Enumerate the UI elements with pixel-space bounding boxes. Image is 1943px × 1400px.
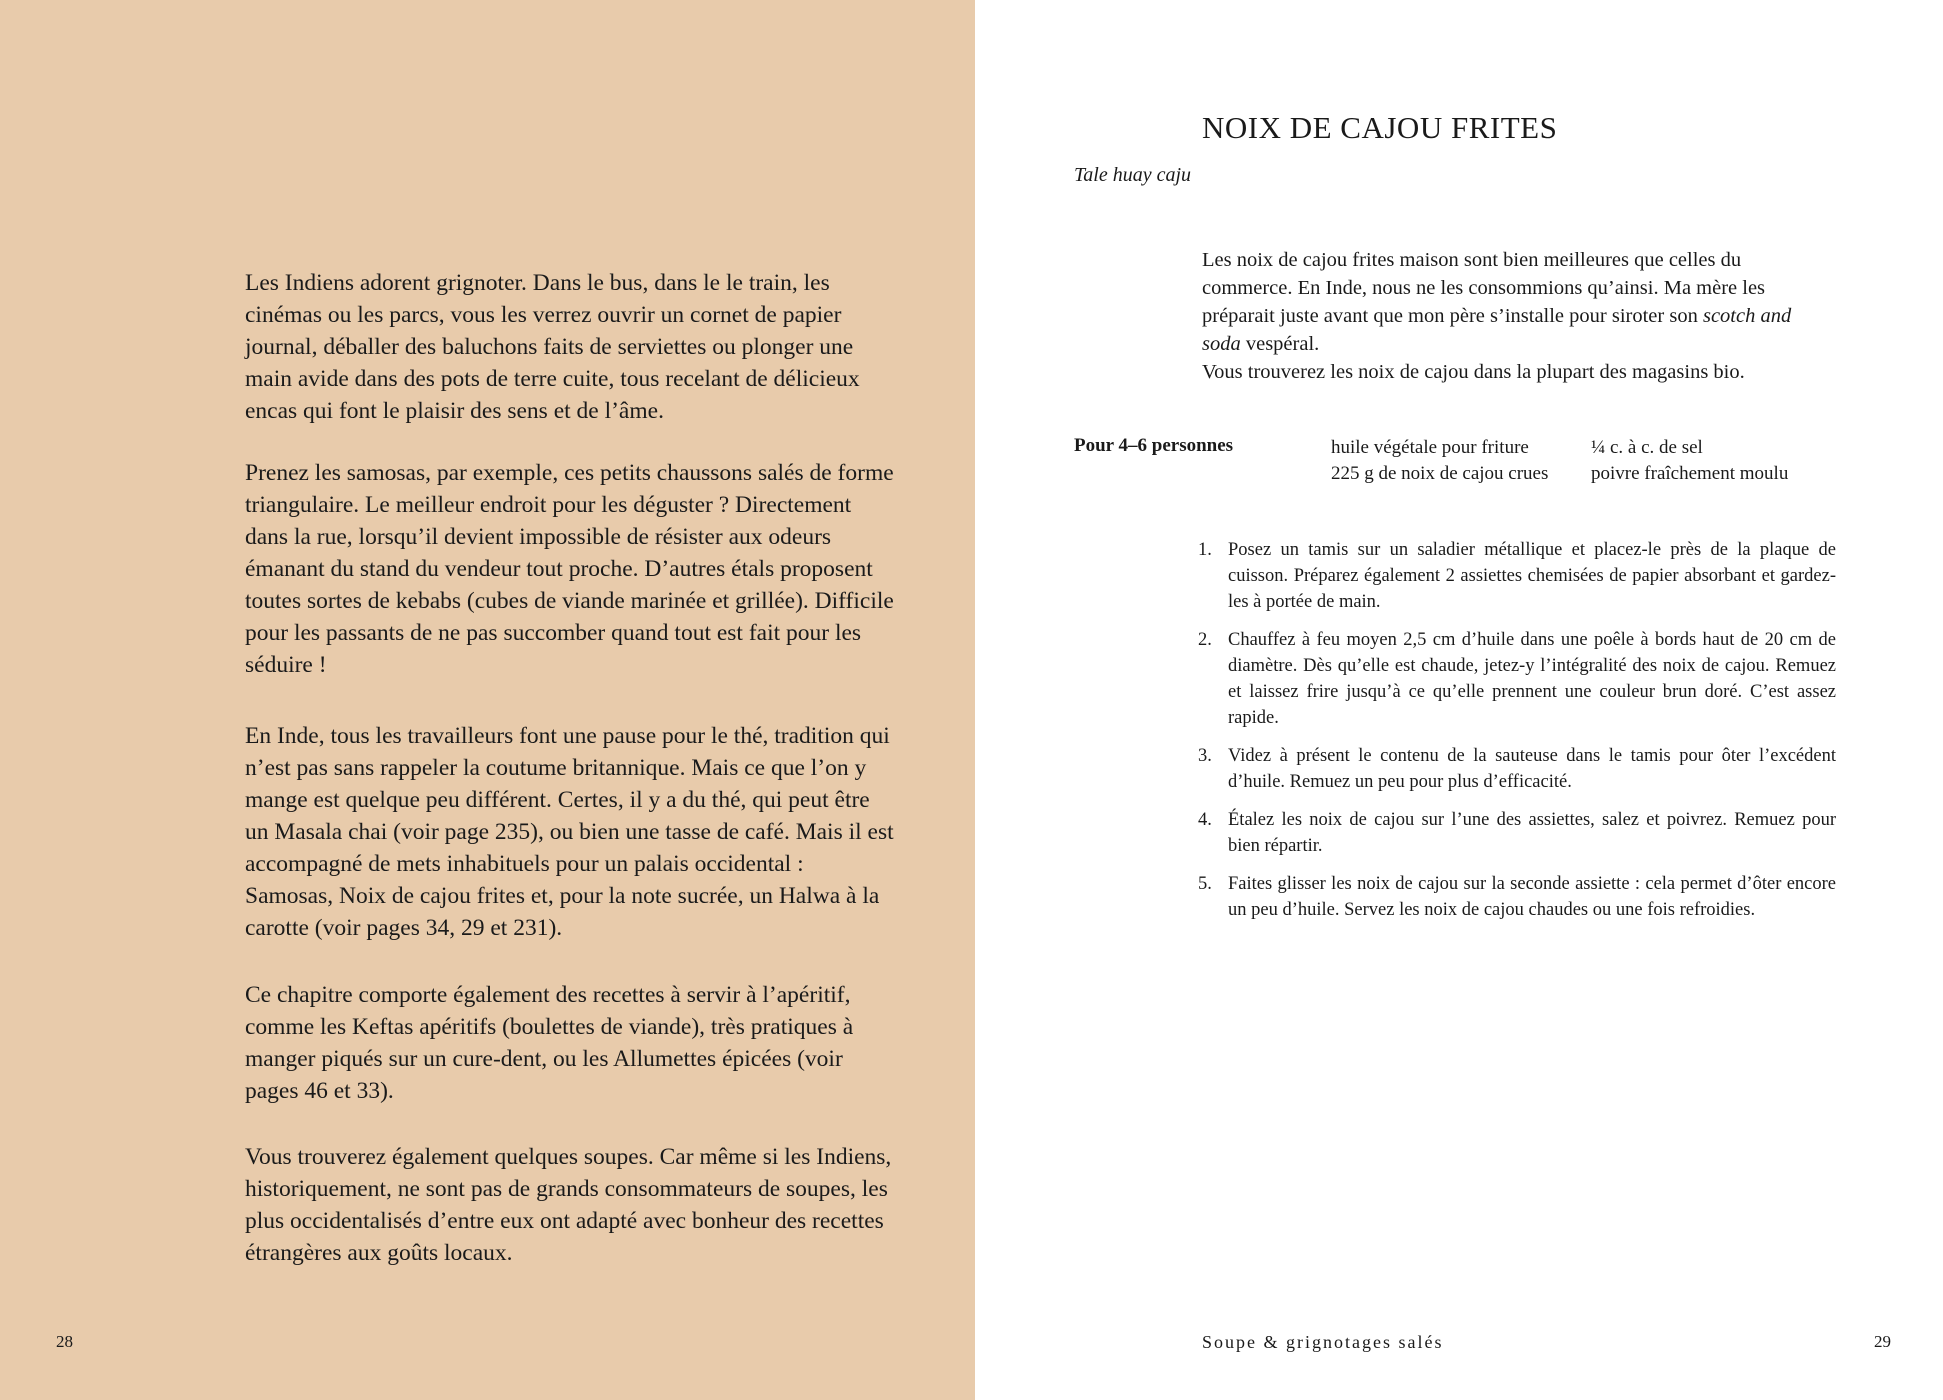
page-number-left: 28: [56, 1332, 73, 1351]
ingredients-column-2: [1591, 435, 1788, 487]
recipe-step: [1198, 627, 1836, 731]
intro-paragraph: En Inde, tous les travailleurs font une pause pour le thé, tradition qui n’est pas sans rappeler la coutume britannique. Mais ce que l’on y mange est quelque peu différent. Certes, il y a du thé, qui peut être un Masala chai (voir page 235), ou bien une tasse de café. Mais il est accompagné de mets inhabituels pour un palais occidental : Samosas, Noix de cajou frites et, pour la note sucrée, un Halwa à la carotte (voir pages 34, 29 et 231).: [245, 722, 894, 941]
recipe-step: [1198, 871, 1836, 923]
step-number: 5.: [1198, 874, 1212, 894]
ingredients-column-1: [1331, 435, 1548, 487]
recipe-subtitle: Tale huay caju: [1074, 164, 1192, 186]
recipe-title: NOIX DE CAJOU FRITES: [1202, 110, 1558, 145]
intro-paragraph: Prenez les samosas, par exemple, ces petits chaussons salés de forme triangulaire. Le meilleur endroit pour les déguster ? Directement dans la rue, lorsqu’il devient impossible de résister aux odeurs émanant du stand du vendeur tout proche. D’autres étals proposent toutes sortes de kebabs (cubes de viande marinée et grillée). Difficile pour les passants de ne pas succomber quand tout est fait pour les séduire !: [245, 459, 894, 678]
recipe-intro-note: Vous trouverez les noix de cajou dans la plupart des magasins bio.: [1202, 361, 1745, 383]
ingredient-item: 225 g de noix de cajou crues: [1331, 463, 1549, 484]
recipe-intro-text: Les noix de cajou frites maison sont bien meilleures que celles du commerce. En Inde, nous ne les consommions qu’ainsi. Ma mère les préparait juste avant que mon père s’installe pour siroter son: [1202, 249, 1766, 327]
step-number: 2.: [1198, 630, 1212, 650]
recipe-intro-emphasis: scotch and soda: [1202, 305, 1792, 355]
servings-label: Pour 4–6 personnes: [1074, 435, 1234, 456]
step-text: Faites glisser les noix de cajou sur la seconde assiette : cela permet d’ôter encore un peu d’huile. Servez les noix de cajou chaudes ou une fois refroidies.: [1228, 874, 1836, 920]
page-number-right: 29: [1874, 1332, 1891, 1351]
recipe-steps: [1198, 537, 1836, 935]
ingredient-item: poivre fraîchement moulu: [1591, 463, 1789, 484]
recipe-step: [1198, 743, 1836, 795]
step-text: Posez un tamis sur un saladier métallique et placez-le près de la plaque de cuisson. Préparez également 2 assiettes chemisées de papier absorbant et gardez-les à portée de main.: [1228, 540, 1836, 612]
ingredient-item: huile végétale pour friture: [1331, 437, 1529, 458]
footer-section-title: Soupe & grignotages salés: [1202, 1332, 1444, 1352]
step-text: Videz à présent le contenu de la sauteuse dans le tamis pour ôter l’excédent d’huile. Remuez un peu pour plus d’efficacité.: [1228, 746, 1836, 792]
recipe-step: [1198, 537, 1836, 615]
step-number: 4.: [1198, 810, 1212, 830]
step-number: 1.: [1198, 540, 1212, 560]
recipe-intro: [1202, 246, 1822, 386]
intro-paragraph: Vous trouverez également quelques soupes. Car même si les Indiens, historiquement, ne sont pas de grands consommateurs de soupes, les plus occidentalisés d’entre eux ont adapté avec bonheur des recettes étrangères aux goûts locaux.: [245, 1143, 892, 1266]
step-text: Étalez les noix de cajou sur l’une des assiettes, salez et poivrez. Remuez pour bien répartir.: [1228, 810, 1836, 856]
intro-paragraph: Les Indiens adorent grignoter. Dans le bus, dans le le train, les cinémas ou les parcs, vous les verrez ouvrir un cornet de papier journal, déballer des baluchons faits de serviettes ou plonger une main avide dans des pots de terre cuite, tous recelant de délicieux encas qui font le plaisir des sens et de l’âme.: [245, 269, 860, 424]
step-number: 3.: [1198, 746, 1212, 766]
recipe-intro-text-end: vespéral.: [1240, 333, 1320, 355]
recipe-step: [1198, 807, 1836, 859]
intro-paragraph: Ce chapitre comporte également des recettes à servir à l’apéritif, comme les Keftas apéritifs (boulettes de viande), très pratiques à manger piqués sur un cure-dent, ou les Allumettes épicées (voir pages 46 et 33).: [245, 981, 854, 1104]
step-text: Chauffez à feu moyen 2,5 cm d’huile dans une poêle à bords haut de 20 cm de diamètre. Dès qu’elle est chaude, jetez-y l’intégralité des noix de cajou. Remuez et laissez frire jusqu’à ce qu’elle prennent une couleur brun doré. C’est assez rapide.: [1228, 630, 1836, 728]
ingredient-item: ¼ c. à c. de sel: [1591, 437, 1703, 458]
